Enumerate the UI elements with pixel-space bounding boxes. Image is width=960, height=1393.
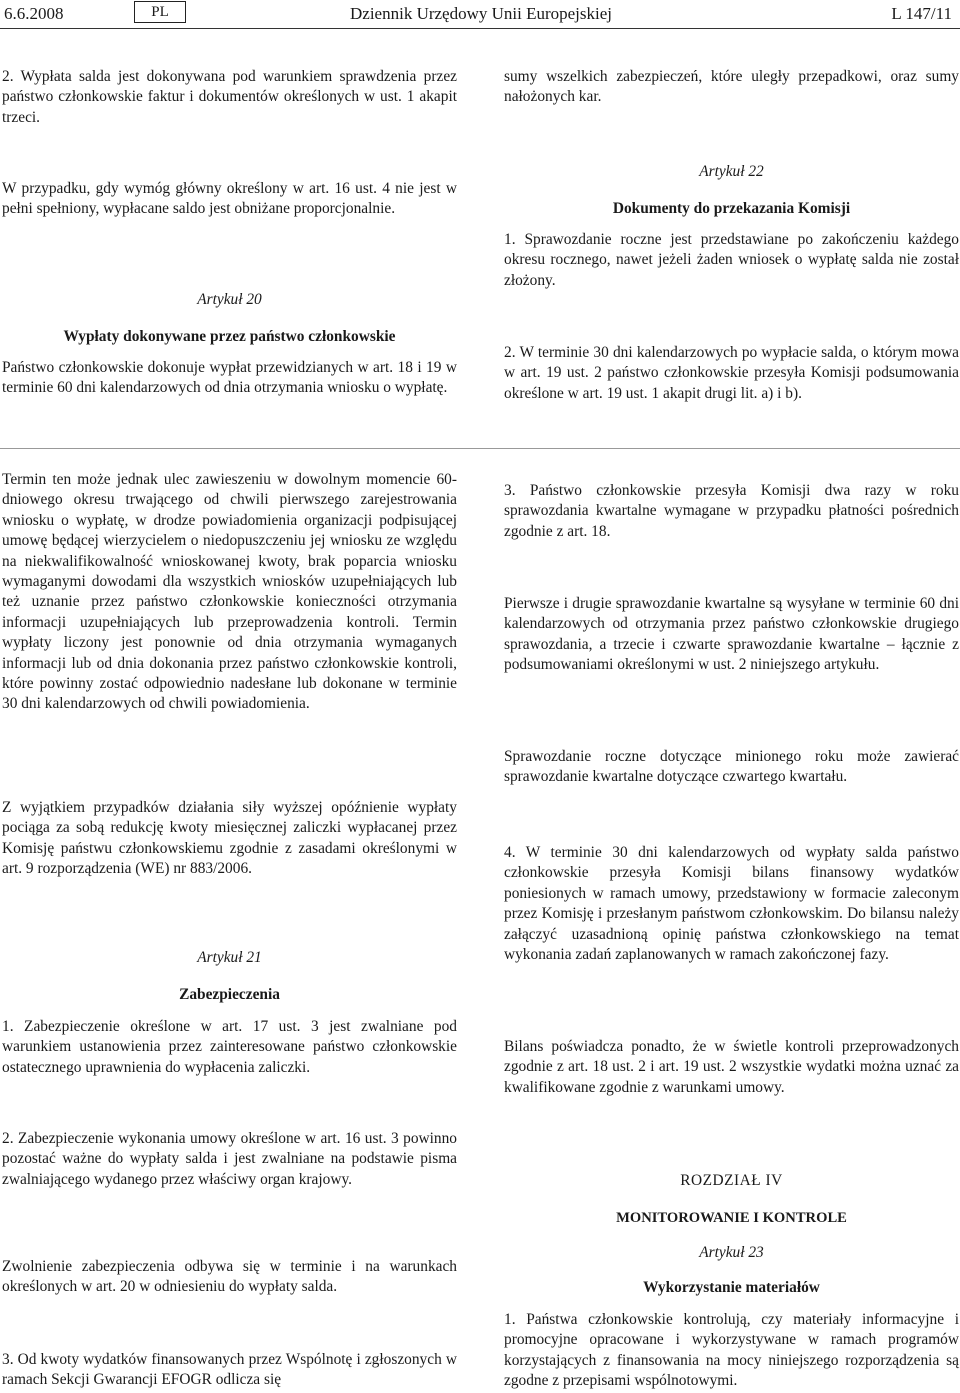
paragraph: 4. W terminie 30 dni kalendarzowych od wypłaty salda państwo członkowskie przesyła Komisji bilans finansowy wydatków poniesionych w ramach umowy, przedstawiony w formacie zaleconym przez Komisję i przesłanym państwom członkowskim. Do bilansu należy załączyć uzasadnioną opinię państwa członkowskiego na temat wykonania zadań zaplanowanych w ramach zakończonej fazy.	[504, 844, 959, 964]
header-rule	[0, 28, 960, 29]
paragraph: 2. Zabezpieczenie wykonania umowy określone w art. 16 ust. 3 powinno pozostać ważne do wypłaty salda i jest zwalniane na podstawie pisma zwalniającego wydanego przez właściwy organ krajowy.	[2, 1130, 457, 1188]
article-label: Artykuł 22	[699, 163, 764, 180]
article-label: Artykuł 21	[197, 949, 262, 966]
paragraph: 2. Wypłata salda jest dokonywana pod warunkiem sprawdzenia przez państwo członkowskie faktur i dokumentów określonych w ust. 1 akapit trzeci.	[2, 68, 457, 126]
chapter-label: ROZDZIAŁ IV	[680, 1172, 783, 1189]
language-badge: PL	[134, 1, 186, 23]
article-title: Zabezpieczenia	[179, 986, 280, 1003]
paragraph: 1. Zabezpieczenie określone w art. 17 ust. 3 jest zwalniane pod warunkiem ustanowienia przez zainteresowane państwo członkowskie ostatecznego uprawnienia do wypłacenia zaliczki.	[2, 1018, 457, 1076]
paragraph: Bilans poświadcza ponadto, że w świetle kontroli przeprowadzonych zgodnie z art. 18 ust. 2 i art. 19 ust. 2 wszystkie wydatki można uznać za kwalifikowane zgodnie z warunkami umowy.	[504, 1038, 959, 1096]
article-label: Artykuł 23	[699, 1244, 764, 1261]
paragraph: Państwo członkowskie dokonuje wypłat przewidzianych w art. 18 i 19 w terminie 60 dni kalendarzowych od dnia otrzymania wniosku o wypłatę.	[2, 359, 457, 397]
paragraph: 3. Państwo członkowskie przesyła Komisji dwa razy w roku sprawozdania kwartalne wymagane w przypadku płatności pośrednich zgodnie z art. 18.	[504, 482, 959, 540]
header-date: 6.6.2008	[4, 4, 64, 23]
page-reference: L 147/11	[891, 4, 952, 23]
paragraph: Termin ten może jednak ulec zawieszeniu w dowolnym momencie 60-dniowego okresu trwającego od chwili pierwszego zarejestrowania wniosku o wypłatę, w drodze powiadomienia organizacji podpisującej umowę będącej wierzycielem o niedopuszczeniu jej wniosku ze względu na niekwalifikowalność wnioskowanej kwoty, brak poparcia wniosku wymaganymi dowodami dla wszystkich wniosków uzupełniających lub też uznanie przez państwo członkowskie konieczności otrzymania informacji uzupełniających lub przeprowadzenia kontroli. Termin wypłaty liczony jest ponownie od dnia otrzymania wymaganych informacji lub od dnia dokonania przez państwo członkowskie kontroli, które powinny zostać odpowiednio nadesłane lub dokonane w terminie 30 dni kalendarzowych od chwili powiadomienia.	[2, 471, 457, 713]
page-header	[0, 0, 960, 34]
chapter-title: MONITOROWANIE I KONTROLE	[616, 1210, 847, 1226]
journal-title: Dziennik Urzędowy Unii Europejskiej	[350, 4, 613, 23]
article-title: Wykorzystanie materiałów	[643, 1279, 820, 1296]
paragraph: Sprawozdanie roczne dotyczące minionego roku może zawierać sprawozdanie kwartalne dotyczące czwartego kwartału.	[504, 748, 959, 786]
paragraph: 1. Państwa członkowskie kontrolują, czy materiały informacyjne i promocyjne opracowane i wykorzystywane w ramach programów korzystających z finansowania na mocy niniejszego rozporządzenia są zgodne z przepisami wspólnotowymi.	[504, 1311, 959, 1390]
paragraph: Z wyjątkiem przypadków działania siły wyższej opóźnienie wypłaty pociąga za sobą redukcję kwoty miesięcznej zaliczki wypłacanej przez Komisję państwu członkowskiemu zgodnie z zasadami określonymi w art. 9 rozporządzenia (WE) nr 883/2006.	[2, 799, 457, 878]
paragraph: 2. W terminie 30 dni kalendarzowych po wypłacie salda, o którym mowa w art. 19 ust. 2 państwo członkowskie przesyła Komisji podsumowania określone w art. 19 ust. 1 akapit drugi lit. a) i b).	[504, 344, 959, 402]
paragraph: Pierwsze i drugie sprawozdanie kwartalne są wysyłane w terminie 60 dni kalendarzowych od otrzymania przez państwo członkowskie drugiego sprawozdania, a trzecie i czwarte sprawozdanie kwartalne – łącznie z podsumowaniami określonymi w ust. 2 niniejszego artykułu.	[504, 595, 959, 674]
paragraph: 3. Od kwoty wydatków finansowanych przez Wspólnotę i zgłoszonych w ramach Sekcji Gwarancji EFOGR odlicza się	[2, 1351, 457, 1389]
section-divider	[0, 448, 960, 449]
article-title: Wypłaty dokonywane przez państwo członkowskie	[63, 328, 396, 345]
paragraph: W przypadku, gdy wymóg główny określony w art. 16 ust. 4 nie jest w pełni spełniony, wypłacane saldo jest obniżane proporcjonalnie.	[2, 180, 457, 218]
paragraph: 1. Sprawozdanie roczne jest przedstawiane po zakończeniu każdego okresu rocznego, nawet jeżeli żaden wniosek o wypłatę salda nie został złożony.	[504, 231, 959, 289]
paragraph: Zwolnienie zabezpieczenia odbywa się w terminie i na warunkach określonych w art. 20 w odniesieniu do wypłaty salda.	[2, 1258, 457, 1296]
paragraph: sumy wszelkich zabezpieczeń, które uległy przepadkowi, oraz sumy nałożonych kar.	[504, 68, 959, 106]
article-title: Dokumenty do przekazania Komisji	[612, 200, 851, 217]
article-label: Artykuł 20	[197, 291, 262, 308]
